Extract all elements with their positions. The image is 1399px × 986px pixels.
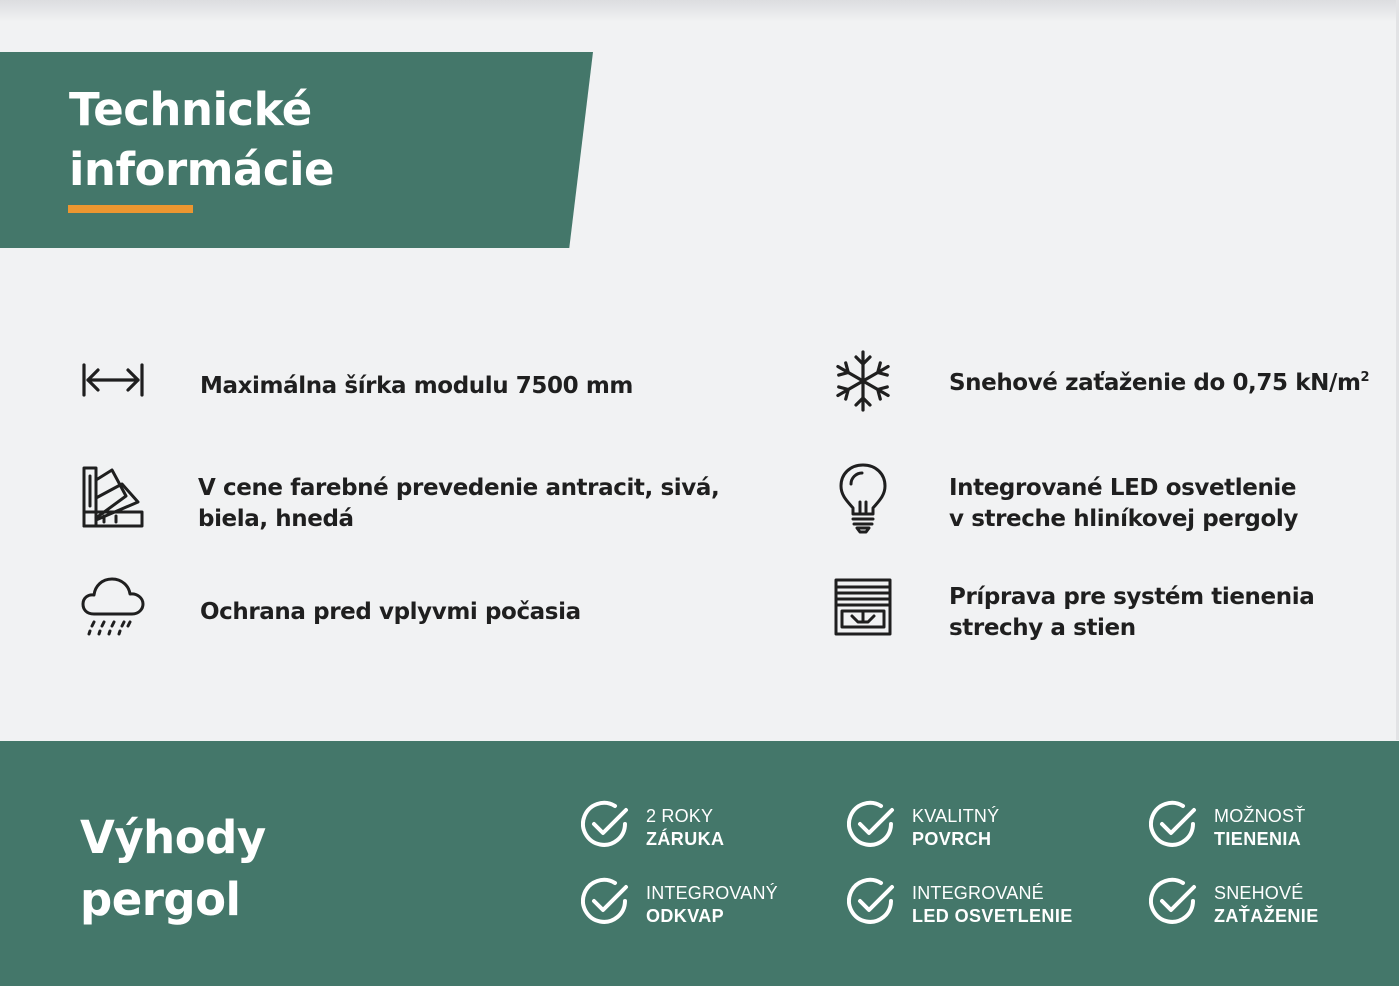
check-circle-icon [581,877,631,927]
rain-cloud-icon [80,576,146,643]
blinds-icon [834,578,892,641]
benefits-title-line1: Výhody [80,811,266,864]
color-palette-icon [82,466,144,535]
page-title [69,80,334,200]
width-arrows-icon [82,362,144,403]
feature-snow-text: Snehové zaťaženie do 0,75 $kN/m^2$ [949,370,1370,396]
check-circle-icon [1149,800,1199,850]
light-bulb-icon [838,462,888,539]
superscript: 2 [1360,370,1370,385]
check-circle-icon [581,800,631,850]
check-circle-icon [847,800,897,850]
check-circle-icon [847,877,897,927]
benefits-title [80,807,266,931]
benefits-title-line2: pergol [80,873,241,926]
page-title-line2: informácie [69,143,335,196]
feature-width-text: Maximálna šírka modulu 7500 mm [200,373,633,399]
top-shadow [0,0,1399,22]
page-title-line1: Technické [69,83,312,136]
feature-weather-text: Ochrana pred vplyvmi počasia [200,599,581,625]
feature-colors-text: V cene farebné prevedenie antracit, sivá, biela, hnedá [198,475,720,532]
title-underline [68,205,193,213]
feature-shade-text: Príprava pre systém tienenia strechy a stien [949,584,1315,641]
feature-led-text: Integrované LED osvetlenie v streche hliníkovej pergoly [949,475,1298,532]
snowflake-icon [834,349,892,418]
check-circle-icon [1149,877,1199,927]
